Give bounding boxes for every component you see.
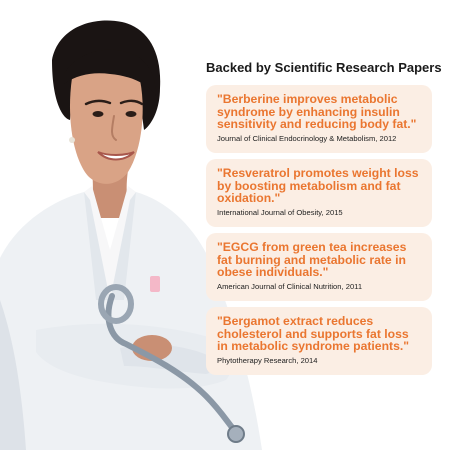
citation-card-bergamot [206,307,432,375]
citation-card-resveratrol [206,159,432,227]
citation-card-egcg [206,233,432,301]
section-heading: Backed by Scientific Research Papers [206,60,442,75]
citation-quote: "Berberine improves metabolic syndrome by enhancing insulin sensitivity and reducing body fat." [217,92,417,131]
face [70,70,143,184]
eye-right [126,111,137,117]
citation-quote: "Resveratrol promotes weight loss by boosting metabolism and fat oxidation." [217,166,419,205]
citation-card-berberine [206,85,432,153]
citation-source: International Journal of Obesity, 2015 [217,207,343,217]
stethoscope-head [228,426,244,442]
citation-quote: "Bergamot extract reduces cholesterol and supports fat loss in metabolic syndrome patients." [217,314,410,353]
citation-source: Phytotherapy Research, 2014 [217,355,318,365]
citation-source: Journal of Clinical Endocrinology & Metabolism, 2012 [217,133,397,143]
eye-left [93,111,104,117]
earring [69,137,75,143]
citation-quote: "EGCG from green tea increases fat burning and metabolic rate in obese individuals." [217,240,407,279]
coat-badge [150,276,160,292]
citation-source: American Journal of Clinical Nutrition, 2011 [217,281,363,291]
